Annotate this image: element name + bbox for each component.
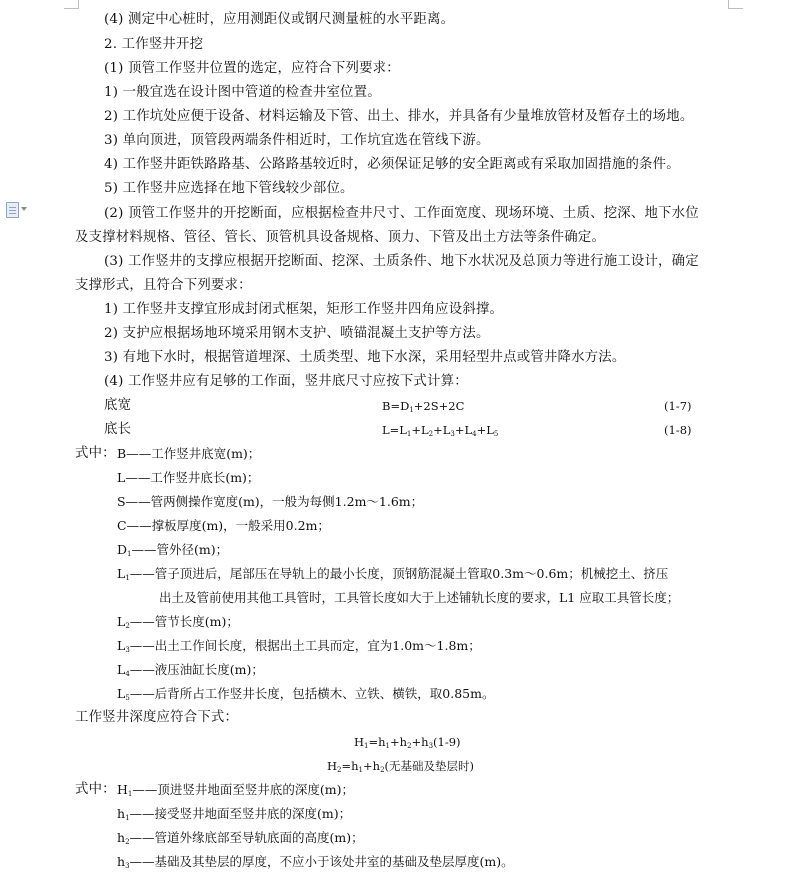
paragraph-line: (3) 工作竖井的支撑应根据开挖断面、挖深、土质条件、地下水状况及总顶力等进行施工设计，确定 <box>104 254 699 269</box>
formula-expression: $L=L_1+L_2+L_3+L_4+L_5$ <box>382 423 499 438</box>
page-corner-mark <box>728 0 743 9</box>
definition-item: $L_5——$后背所占工作竖井长度，包括横木、立铁、横铁，取0.85m。 <box>117 686 495 702</box>
paragraph-line: (1) 顶管工作竖井位置的选定，应符合下列要求： <box>104 61 400 76</box>
definition-continuation: 出土及管前使用其他工具管时，工具管长度如大于上述铺轨长度的要求，L1 应取工具管长度； <box>159 590 680 605</box>
paragraph-line: 及支撑材料规格、管径、管长、顶管机具设备规格、顶力、下管及出土方法等条件确定。 <box>75 230 606 245</box>
definition-item: $H_1——$顶进竖井地面至竖井底的深度(m)； <box>117 782 354 798</box>
definition-item: $h_3——$基础及其垫层的厚度，不应小于该处井室的基础及垫层厚度(m)。 <box>117 854 514 870</box>
chevron-down-icon <box>21 207 27 211</box>
definition-intro: 式中： <box>75 446 116 461</box>
definition-item: C——撑板厚度(m)，一般采用0.2m； <box>117 518 330 533</box>
equation-number: (1-7) <box>664 399 692 413</box>
definition-item: $L_3——$出土工作间长度，根据出土工具而定，宜为1.0m～1.8m； <box>117 638 481 654</box>
list-item: 2) 工作坑处应便于设备、材料运输及下管、出土、排水，并具备有少量堆放管材及暂存土的场地。 <box>104 109 694 124</box>
paragraph-line: (4) 工作竖井应有足够的工作面，竖井底尺寸应按下式计算： <box>104 374 468 389</box>
definition-item: S——管两侧操作宽度(m)，一般为每侧1.2m～1.6m； <box>117 494 424 509</box>
document-outline-icon[interactable] <box>6 202 36 218</box>
list-item: 4) 工作竖井距铁路路基、公路路基较近时，必须保证足够的安全距离或有采取加固措施的条件。 <box>104 157 680 172</box>
definition-item: L——工作竖井底长(m)； <box>117 470 260 485</box>
section-heading: 2. 工作竖井开挖 <box>104 37 204 52</box>
list-item: 3) 有地下水时，根据管道埋深、土质类型、地下水深，采用轻型井点或管井降水方法。 <box>104 350 626 365</box>
formula-expression: $H_2=h_1+h_2$(无基础及垫层时) <box>327 759 475 774</box>
definition-intro: 式中： <box>75 782 116 797</box>
list-item: 1) 一般宜选在设计图中管道的检查井室位置。 <box>104 85 381 100</box>
list-item: 5) 工作竖井应选择在地下管线较少部位。 <box>104 181 354 196</box>
formula-label: 底宽 <box>104 398 132 413</box>
paragraph-line: 工作竖井深度应符合下式： <box>75 710 239 725</box>
paragraph-line: (4) 测定中心桩时，应用测距仪或钢尺测量桩的水平距离。 <box>104 12 455 27</box>
formula-expression: $B=D_1+2S+2C$ <box>382 399 465 414</box>
definition-item: B——工作竖井底宽(m)； <box>117 446 261 461</box>
formula-expression: $H_1=h_1+h_2+h_3(1-9)$ <box>354 735 461 750</box>
paragraph-line: (2) 顶管工作竖井的开挖断面，应根据检查井尺寸、工作面宽度、现场环境、土质、挖深、地下水位 <box>104 206 699 221</box>
definition-item: $L_2——$管节长度(m)； <box>117 614 239 630</box>
definition-item: $h_2——$管道外缘底部至导轨底面的高度(m)； <box>117 830 364 846</box>
list-item: 2) 支护应根据场地环境采用钢木支护、喷锚混凝土支护等方法。 <box>104 326 490 341</box>
paragraph-line: 支撑形式，且符合下列要求： <box>75 278 252 293</box>
list-item: 1) 工作竖井支撑宜形成封闭式框架，矩形工作竖井四角应设斜撑。 <box>104 302 504 317</box>
equation-number: (1-8) <box>664 423 692 437</box>
definition-item: $D_1——$管外径(m)； <box>117 542 229 558</box>
page-corner-mark <box>64 0 79 9</box>
definition-item: $h_1——$接受竖井地面至竖井底的深度(m)； <box>117 806 352 822</box>
definition-item: $L_4——$液压油缸长度(m)； <box>117 662 264 678</box>
list-item: 3) 单向顶进，顶管段两端条件相近时，工作坑宜选在管线下游。 <box>104 133 490 148</box>
definition-item: $L_1——$管子顶进后，尾部压在导轨上的最小长度，顶钢筋混凝土管取0.3m～0.6m；机械挖土、挤压 <box>117 566 669 582</box>
formula-label: 底长 <box>104 422 132 437</box>
